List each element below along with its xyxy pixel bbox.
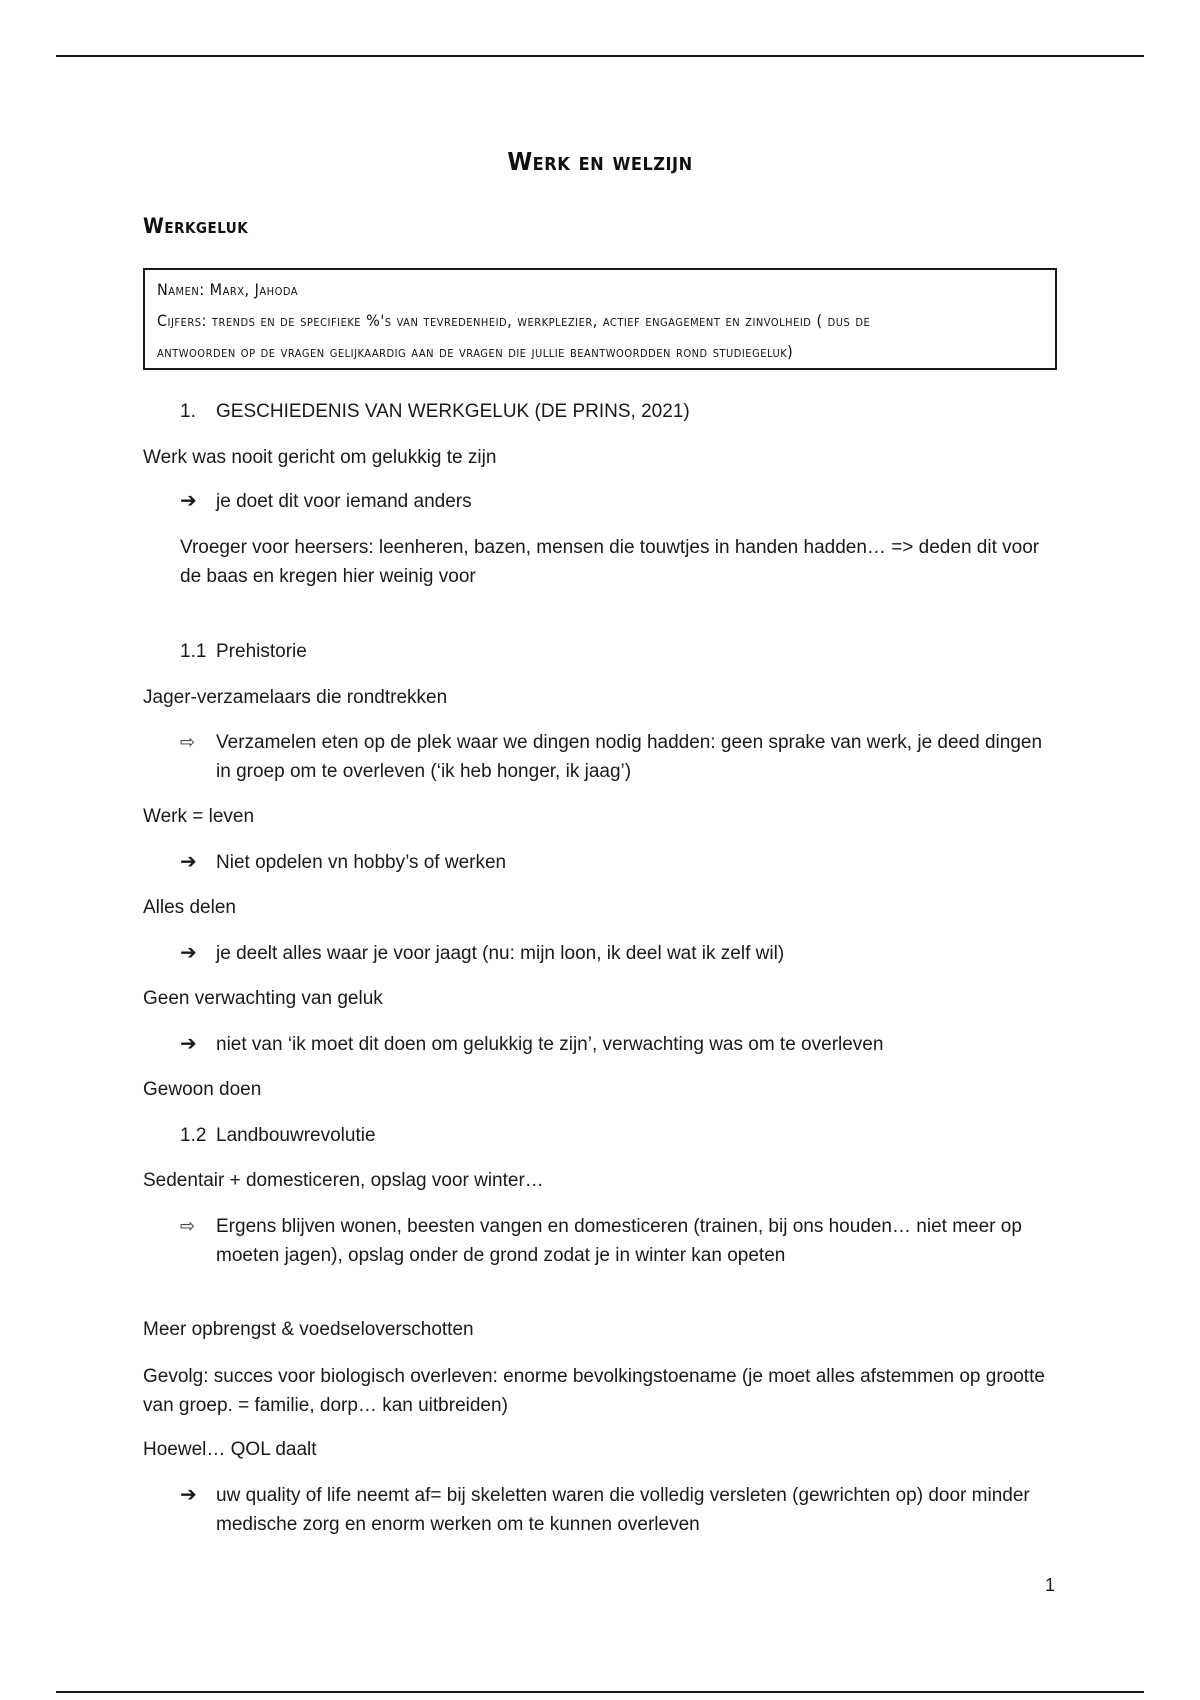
- paragraph: Alles delen: [143, 897, 236, 918]
- paragraph: Hoewel… QOL daalt: [143, 1439, 317, 1460]
- hollow-arrow-bullet-icon: ⇨: [180, 1216, 196, 1236]
- heading-1-1-number: 1.1: [180, 641, 207, 662]
- arrow-bullet-icon: ➔: [180, 1484, 197, 1506]
- paragraph: Meer opbrengst & voedseloverschotten: [143, 1319, 474, 1340]
- paragraph: Sedentair + domesticeren, opslag voor winter…: [143, 1170, 544, 1191]
- paragraph: Geen verwachting van geluk: [143, 988, 383, 1009]
- bottom-rule: [56, 1691, 1144, 1693]
- bullet-text: Ergens blijven wonen, beesten vangen en domesticeren (trainen, bij ons houden… niet meer op moeten jagen), opslag onder de grond zodat je in winter kan opeten: [216, 1216, 1022, 1266]
- bullet-text: niet van ‘ik moet dit doen om gelukkig te zijn’, verwachting was om te overleven: [216, 1034, 884, 1055]
- section-heading: Werkgeluk: [143, 214, 249, 238]
- paragraph: Gevolg: succes voor biologisch overleven: enorme bevolkingstoename (je moet alles afstemmen op grootte van groep. = familie, dorp… kan uitbreiden): [143, 1366, 1045, 1416]
- heading-1-text: GESCHIEDENIS VAN WERKGELUK (DE PRINS, 2021): [216, 401, 690, 422]
- page-title: Werk en welzijn: [507, 147, 693, 176]
- heading-1-1: [180, 637, 307, 666]
- heading-1-2-text: Landbouwrevolutie: [216, 1125, 376, 1146]
- box-figures-cont: antwoorden op de vragen gelijkaardig aan de vragen die jullie beantwoordden rond studiegeluk): [157, 342, 794, 361]
- info-box: [143, 268, 1057, 370]
- heading-1-1-text: Prehistorie: [216, 641, 307, 662]
- paragraph: Werk = leven: [143, 806, 255, 827]
- arrow-bullet-icon: ➔: [180, 490, 197, 512]
- paragraph: Vroeger voor heersers: leenheren, bazen, mensen die touwtjes in handen hadden… => deden dit voor de baas en kregen hier weinig voor: [180, 537, 1040, 587]
- arrow-bullet-icon: ➔: [180, 942, 197, 964]
- page-number: 1: [1045, 1575, 1056, 1595]
- arrow-bullet-icon: ➔: [180, 851, 197, 873]
- heading-1-2: [180, 1121, 376, 1150]
- heading-1-2-number: 1.2: [180, 1125, 207, 1146]
- paragraph: Werk was nooit gericht om gelukkig te zijn: [143, 447, 497, 468]
- bullet-text: uw quality of life neemt af= bij skeletten waren die volledig versleten (gewrichten op) door minder medische zorg en enorm werken om te kunnen overleven: [216, 1485, 1030, 1535]
- paragraph: Gewoon doen: [143, 1079, 262, 1100]
- box-names: Namen: Marx, Jahoda: [157, 280, 299, 299]
- box-figures: Cijfers: trends en de specifieke %'s van tevredenheid, werkplezier, actief engagement en zinvolheid ( dus de: [157, 311, 871, 330]
- bullet-text: je deelt alles waar je voor jaagt (nu: mijn loon, ik deel wat ik zelf wil): [216, 943, 785, 964]
- hollow-arrow-bullet-icon: ⇨: [180, 732, 196, 752]
- heading-1-number: 1.: [180, 401, 196, 422]
- bullet-text: Niet opdelen vn hobby’s of werken: [216, 852, 507, 873]
- bullet-text: je doet dit voor iemand anders: [216, 491, 472, 512]
- top-rule: [56, 55, 1144, 57]
- heading-1: [180, 397, 690, 426]
- bullet-text: Verzamelen eten op de plek waar we dingen nodig hadden: geen sprake van werk, je deed dingen in groep om te overleven (‘ik heb honger, ik jaag’): [216, 732, 1043, 782]
- arrow-bullet-icon: ➔: [180, 1033, 197, 1055]
- paragraph: Jager-verzamelaars die rondtrekken: [143, 687, 448, 708]
